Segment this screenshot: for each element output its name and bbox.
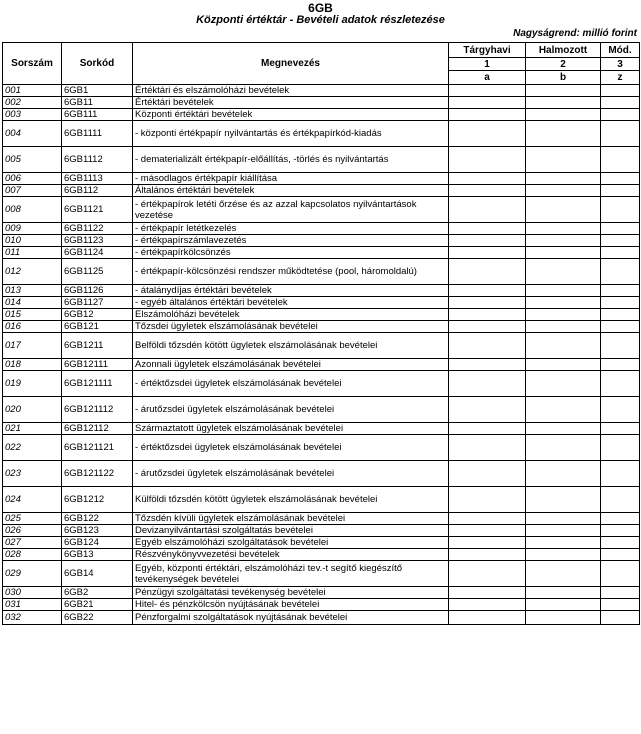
row-sorszam: 029 bbox=[3, 561, 62, 587]
row-value-mod[interactable] bbox=[601, 513, 640, 525]
row-value-halmozott[interactable] bbox=[526, 487, 601, 513]
row-megnevezes: - egyéb általános értéktári bevételek bbox=[133, 297, 449, 309]
table-row bbox=[3, 97, 640, 109]
row-value-targyhavi[interactable] bbox=[449, 309, 526, 321]
row-megnevezes: Pénzügyi szolgáltatási tevékenység bevételei bbox=[133, 587, 449, 599]
row-value-targyhavi[interactable] bbox=[449, 259, 526, 285]
row-sorkod: 6GB22 bbox=[62, 611, 133, 625]
row-value-mod[interactable] bbox=[601, 147, 640, 173]
row-megnevezes: - árutőzsdei ügyletek elszámolásának bevételei bbox=[133, 397, 449, 423]
row-sorkod: 6GB1211 bbox=[62, 333, 133, 359]
row-sorszam: 024 bbox=[3, 487, 62, 513]
row-sorkod: 6GB14 bbox=[62, 561, 133, 587]
col-num-2: 2 bbox=[526, 58, 601, 71]
row-sorkod: 6GB121122 bbox=[62, 461, 133, 487]
row-value-mod[interactable] bbox=[601, 435, 640, 461]
row-value-halmozott[interactable] bbox=[526, 97, 601, 109]
row-value-targyhavi[interactable] bbox=[449, 487, 526, 513]
row-megnevezes: Központi értéktári bevételek bbox=[133, 109, 449, 121]
table-row bbox=[3, 371, 640, 397]
row-value-mod[interactable] bbox=[601, 109, 640, 121]
row-megnevezes: Származtatott ügyletek elszámolásának bevételei bbox=[133, 423, 449, 435]
row-sorszam: 025 bbox=[3, 513, 62, 525]
row-sorszam: 015 bbox=[3, 309, 62, 321]
table-row bbox=[3, 561, 640, 587]
row-sorkod: 6GB112 bbox=[62, 185, 133, 197]
row-sorkod: 6GB1127 bbox=[62, 297, 133, 309]
table-row bbox=[3, 197, 640, 223]
row-sorkod: 6GB1112 bbox=[62, 147, 133, 173]
row-sorkod: 6GB1125 bbox=[62, 259, 133, 285]
table-row bbox=[3, 487, 640, 513]
row-value-targyhavi[interactable] bbox=[449, 513, 526, 525]
row-value-targyhavi[interactable] bbox=[449, 285, 526, 297]
row-sorkod: 6GB12111 bbox=[62, 359, 133, 371]
row-megnevezes: - értékpapír letétkezelés bbox=[133, 223, 449, 235]
table-row bbox=[3, 309, 640, 321]
row-value-targyhavi[interactable] bbox=[449, 549, 526, 561]
row-value-targyhavi[interactable] bbox=[449, 121, 526, 147]
table-row bbox=[3, 259, 640, 285]
row-sorszam: 023 bbox=[3, 461, 62, 487]
row-value-mod[interactable] bbox=[601, 549, 640, 561]
row-megnevezes: Értéktári bevételek bbox=[133, 97, 449, 109]
row-megnevezes: Általános értéktári bevételek bbox=[133, 185, 449, 197]
row-value-halmozott[interactable] bbox=[526, 599, 601, 611]
table-row bbox=[3, 185, 640, 197]
table-row bbox=[3, 85, 640, 97]
row-value-halmozott[interactable] bbox=[526, 423, 601, 435]
row-sorkod: 6GB111 bbox=[62, 109, 133, 121]
row-sorkod: 6GB121112 bbox=[62, 397, 133, 423]
row-value-halmozott[interactable] bbox=[526, 587, 601, 599]
row-value-mod[interactable] bbox=[601, 235, 640, 247]
row-value-targyhavi[interactable] bbox=[449, 599, 526, 611]
table-row bbox=[3, 525, 640, 537]
table-row bbox=[3, 435, 640, 461]
table-row bbox=[3, 461, 640, 487]
row-value-halmozott[interactable] bbox=[526, 359, 601, 371]
row-sorkod: 6GB1121 bbox=[62, 197, 133, 223]
row-sorszam: 021 bbox=[3, 423, 62, 435]
row-value-targyhavi[interactable] bbox=[449, 397, 526, 423]
row-value-halmozott[interactable] bbox=[526, 371, 601, 397]
row-megnevezes: - értékpapírszámlavezetés bbox=[133, 235, 449, 247]
row-value-mod[interactable] bbox=[601, 185, 640, 197]
row-sorszam: 031 bbox=[3, 599, 62, 611]
row-value-halmozott[interactable] bbox=[526, 321, 601, 333]
table-row bbox=[3, 599, 640, 611]
row-sorszam: 017 bbox=[3, 333, 62, 359]
row-value-targyhavi[interactable] bbox=[449, 197, 526, 223]
revenue-table bbox=[2, 42, 640, 625]
row-value-mod[interactable] bbox=[601, 297, 640, 309]
table-row bbox=[3, 549, 640, 561]
table-row bbox=[3, 537, 640, 549]
col-header-halmozott: Halmozott bbox=[526, 43, 601, 58]
row-megnevezes: Részvénykönyvvezetési bevételek bbox=[133, 549, 449, 561]
row-value-halmozott[interactable] bbox=[526, 173, 601, 185]
row-sorszam: 011 bbox=[3, 247, 62, 259]
row-value-mod[interactable] bbox=[601, 599, 640, 611]
row-megnevezes: - másodlagos értékpapír kiállítása bbox=[133, 173, 449, 185]
row-megnevezes: Egyéb elszámolóházi szolgáltatások bevételei bbox=[133, 537, 449, 549]
row-value-mod[interactable] bbox=[601, 359, 640, 371]
row-value-targyhavi[interactable] bbox=[449, 561, 526, 587]
row-megnevezes: Pénzforgalmi szolgáltatások nyújtásának bevételei bbox=[133, 611, 449, 625]
row-sorkod: 6GB1126 bbox=[62, 285, 133, 297]
row-megnevezes: Devizanyilvántartási szolgáltatás bevételei bbox=[133, 525, 449, 537]
row-megnevezes: Hitel- és pénzkölcsön nyújtásának bevételei bbox=[133, 599, 449, 611]
row-sorszam: 016 bbox=[3, 321, 62, 333]
row-sorkod: 6GB1122 bbox=[62, 223, 133, 235]
col-num-1: 1 bbox=[449, 58, 526, 71]
row-value-mod[interactable] bbox=[601, 321, 640, 333]
col-num-3: 3 bbox=[601, 58, 640, 71]
table-row bbox=[3, 109, 640, 121]
row-value-halmozott[interactable] bbox=[526, 297, 601, 309]
table-row bbox=[3, 173, 640, 185]
row-value-halmozott[interactable] bbox=[526, 247, 601, 259]
row-sorkod: 6GB12112 bbox=[62, 423, 133, 435]
row-sorkod: 6GB121 bbox=[62, 321, 133, 333]
row-megnevezes: Tőzsdei ügyletek elszámolásának bevételei bbox=[133, 321, 449, 333]
table-row bbox=[3, 587, 640, 599]
row-sorkod: 6GB11 bbox=[62, 97, 133, 109]
row-sorszam: 028 bbox=[3, 549, 62, 561]
col-letter-b: b bbox=[526, 71, 601, 85]
row-value-targyhavi[interactable] bbox=[449, 333, 526, 359]
unit-label: Nagyságrend: millió forint bbox=[513, 28, 637, 39]
row-value-mod[interactable] bbox=[601, 397, 640, 423]
row-value-halmozott[interactable] bbox=[526, 561, 601, 587]
row-megnevezes: - értékpapírkölcsönzés bbox=[133, 247, 449, 259]
row-sorszam: 030 bbox=[3, 587, 62, 599]
row-value-targyhavi[interactable] bbox=[449, 435, 526, 461]
col-letter-z: z bbox=[601, 71, 640, 85]
row-value-halmozott[interactable] bbox=[526, 513, 601, 525]
row-sorszam: 002 bbox=[3, 97, 62, 109]
row-sorszam: 018 bbox=[3, 359, 62, 371]
row-value-halmozott[interactable] bbox=[526, 461, 601, 487]
row-value-mod[interactable] bbox=[601, 259, 640, 285]
table-body bbox=[3, 85, 640, 625]
row-sorkod: 6GB1124 bbox=[62, 247, 133, 259]
row-value-targyhavi[interactable] bbox=[449, 235, 526, 247]
table-row bbox=[3, 297, 640, 309]
row-value-halmozott[interactable] bbox=[526, 223, 601, 235]
row-sorszam: 006 bbox=[3, 173, 62, 185]
table-row bbox=[3, 285, 640, 297]
row-megnevezes: - értékpapírok letéti őrzése és az azzal kapcsolatos nyilvántartások vezetése bbox=[133, 197, 449, 223]
table-row bbox=[3, 397, 640, 423]
row-value-halmozott[interactable] bbox=[526, 235, 601, 247]
row-value-targyhavi[interactable] bbox=[449, 525, 526, 537]
row-value-halmozott[interactable] bbox=[526, 185, 601, 197]
row-megnevezes: - értéktőzsdei ügyletek elszámolásának bevételei bbox=[133, 435, 449, 461]
row-value-mod[interactable] bbox=[601, 371, 640, 397]
row-value-targyhavi[interactable] bbox=[449, 611, 526, 625]
row-sorszam: 027 bbox=[3, 537, 62, 549]
table-row bbox=[3, 611, 640, 625]
row-value-targyhavi[interactable] bbox=[449, 223, 526, 235]
row-value-targyhavi[interactable] bbox=[449, 297, 526, 309]
row-sorkod: 6GB1111 bbox=[62, 121, 133, 147]
row-sorkod: 6GB21 bbox=[62, 599, 133, 611]
row-sorszam: 012 bbox=[3, 259, 62, 285]
row-megnevezes: - árutőzsdei ügyletek elszámolásának bevételei bbox=[133, 461, 449, 487]
row-megnevezes: - átalánydíjas értéktári bevételek bbox=[133, 285, 449, 297]
row-megnevezes: Belföldi tőzsdén kötött ügyletek elszámolásának bevételei bbox=[133, 333, 449, 359]
row-value-mod[interactable] bbox=[601, 197, 640, 223]
row-value-halmozott[interactable] bbox=[526, 197, 601, 223]
row-value-halmozott[interactable] bbox=[526, 397, 601, 423]
row-value-halmozott[interactable] bbox=[526, 121, 601, 147]
row-value-mod[interactable] bbox=[601, 285, 640, 297]
row-value-halmozott[interactable] bbox=[526, 537, 601, 549]
row-sorkod: 6GB122 bbox=[62, 513, 133, 525]
row-sorszam: 003 bbox=[3, 109, 62, 121]
row-value-mod[interactable] bbox=[601, 85, 640, 97]
row-sorkod: 6GB13 bbox=[62, 549, 133, 561]
row-sorszam: 032 bbox=[3, 611, 62, 625]
table-row bbox=[3, 223, 640, 235]
row-megnevezes: - dematerializált értékpapír-előállítás, -törlés és nyilvántartás bbox=[133, 147, 449, 173]
row-value-mod[interactable] bbox=[601, 223, 640, 235]
row-megnevezes: - központi értékpapír nyilvántartás és értékpapírkód-kiadás bbox=[133, 121, 449, 147]
row-value-mod[interactable] bbox=[601, 423, 640, 435]
col-header-megnevezes: Megnevezés bbox=[133, 43, 449, 85]
row-sorszam: 022 bbox=[3, 435, 62, 461]
row-value-halmozott[interactable] bbox=[526, 549, 601, 561]
table-row bbox=[3, 513, 640, 525]
row-sorszam: 005 bbox=[3, 147, 62, 173]
row-value-halmozott[interactable] bbox=[526, 525, 601, 537]
row-sorkod: 6GB1 bbox=[62, 85, 133, 97]
row-value-targyhavi[interactable] bbox=[449, 587, 526, 599]
row-value-mod[interactable] bbox=[601, 525, 640, 537]
table-row bbox=[3, 423, 640, 435]
col-header-mod: Mód. bbox=[601, 43, 640, 58]
row-value-mod[interactable] bbox=[601, 587, 640, 599]
row-value-targyhavi[interactable] bbox=[449, 371, 526, 397]
row-value-halmozott[interactable] bbox=[526, 611, 601, 625]
col-header-sorszam: Sorszám bbox=[3, 43, 62, 85]
row-value-halmozott[interactable] bbox=[526, 147, 601, 173]
row-megnevezes: Tőzsdén kívüli ügyletek elszámolásának bevételei bbox=[133, 513, 449, 525]
row-sorkod: 6GB2 bbox=[62, 587, 133, 599]
table-row bbox=[3, 147, 640, 173]
row-megnevezes: Külföldi tőzsdén kötött ügyletek elszámolásának bevételei bbox=[133, 487, 449, 513]
row-value-targyhavi[interactable] bbox=[449, 247, 526, 259]
row-sorszam: 001 bbox=[3, 85, 62, 97]
row-megnevezes: - értéktőzsdei ügyletek elszámolásának bevételei bbox=[133, 371, 449, 397]
row-sorkod: 6GB12 bbox=[62, 309, 133, 321]
row-sorkod: 6GB124 bbox=[62, 537, 133, 549]
row-sorszam: 008 bbox=[3, 197, 62, 223]
row-value-halmozott[interactable] bbox=[526, 285, 601, 297]
table-row bbox=[3, 321, 640, 333]
row-sorszam: 004 bbox=[3, 121, 62, 147]
row-value-targyhavi[interactable] bbox=[449, 97, 526, 109]
row-sorszam: 014 bbox=[3, 297, 62, 309]
row-value-halmozott[interactable] bbox=[526, 435, 601, 461]
row-value-targyhavi[interactable] bbox=[449, 321, 526, 333]
row-value-targyhavi[interactable] bbox=[449, 423, 526, 435]
row-value-targyhavi[interactable] bbox=[449, 85, 526, 97]
row-sorkod: 6GB123 bbox=[62, 525, 133, 537]
row-value-mod[interactable] bbox=[601, 309, 640, 321]
row-value-mod[interactable] bbox=[601, 97, 640, 109]
row-sorszam: 013 bbox=[3, 285, 62, 297]
row-megnevezes: Azonnali ügyletek elszámolásának bevételei bbox=[133, 359, 449, 371]
row-megnevezes: - értékpapír-kölcsönzési rendszer működtetése (pool, háromoldalú) bbox=[133, 259, 449, 285]
row-value-targyhavi[interactable] bbox=[449, 359, 526, 371]
row-value-targyhavi[interactable] bbox=[449, 147, 526, 173]
row-value-mod[interactable] bbox=[601, 173, 640, 185]
table-row bbox=[3, 359, 640, 371]
col-letter-a: a bbox=[449, 71, 526, 85]
row-sorszam: 020 bbox=[3, 397, 62, 423]
table-header bbox=[3, 43, 640, 85]
row-value-halmozott[interactable] bbox=[526, 109, 601, 121]
row-value-halmozott[interactable] bbox=[526, 85, 601, 97]
row-sorszam: 026 bbox=[3, 525, 62, 537]
row-value-targyhavi[interactable] bbox=[449, 173, 526, 185]
row-value-targyhavi[interactable] bbox=[449, 109, 526, 121]
table-row bbox=[3, 121, 640, 147]
row-megnevezes: Egyéb, központi értéktári, elszámolóházi tev.-t segítő kiegészítő tevékenységek bevételei bbox=[133, 561, 449, 587]
row-value-halmozott[interactable] bbox=[526, 259, 601, 285]
row-value-mod[interactable] bbox=[601, 537, 640, 549]
row-megnevezes: Elszámolóházi bevételek bbox=[133, 309, 449, 321]
table-row bbox=[3, 235, 640, 247]
row-sorkod: 6GB121121 bbox=[62, 435, 133, 461]
col-header-sorkod: Sorkód bbox=[62, 43, 133, 85]
report-title: Központi értéktár - Bevételi adatok részletezése bbox=[196, 14, 445, 26]
row-sorszam: 010 bbox=[3, 235, 62, 247]
row-sorszam: 019 bbox=[3, 371, 62, 397]
row-megnevezes: Értéktári és elszámolóházi bevételek bbox=[133, 85, 449, 97]
row-sorszam: 009 bbox=[3, 223, 62, 235]
row-value-targyhavi[interactable] bbox=[449, 461, 526, 487]
row-sorkod: 6GB1212 bbox=[62, 487, 133, 513]
table-row bbox=[3, 247, 640, 259]
row-sorkod: 6GB121111 bbox=[62, 371, 133, 397]
row-value-mod[interactable] bbox=[601, 333, 640, 359]
row-value-mod[interactable] bbox=[601, 247, 640, 259]
row-value-halmozott[interactable] bbox=[526, 333, 601, 359]
report-code: 6GB bbox=[308, 1, 333, 15]
row-value-mod[interactable] bbox=[601, 461, 640, 487]
row-value-halmozott[interactable] bbox=[526, 309, 601, 321]
row-sorszam: 007 bbox=[3, 185, 62, 197]
col-header-targyhavi: Tárgyhavi bbox=[449, 43, 526, 58]
row-value-mod[interactable] bbox=[601, 121, 640, 147]
row-value-mod[interactable] bbox=[601, 487, 640, 513]
row-sorkod: 6GB1123 bbox=[62, 235, 133, 247]
row-value-mod[interactable] bbox=[601, 611, 640, 625]
table-row bbox=[3, 333, 640, 359]
row-value-mod[interactable] bbox=[601, 561, 640, 587]
row-value-targyhavi[interactable] bbox=[449, 185, 526, 197]
row-sorkod: 6GB1113 bbox=[62, 173, 133, 185]
row-value-targyhavi[interactable] bbox=[449, 537, 526, 549]
